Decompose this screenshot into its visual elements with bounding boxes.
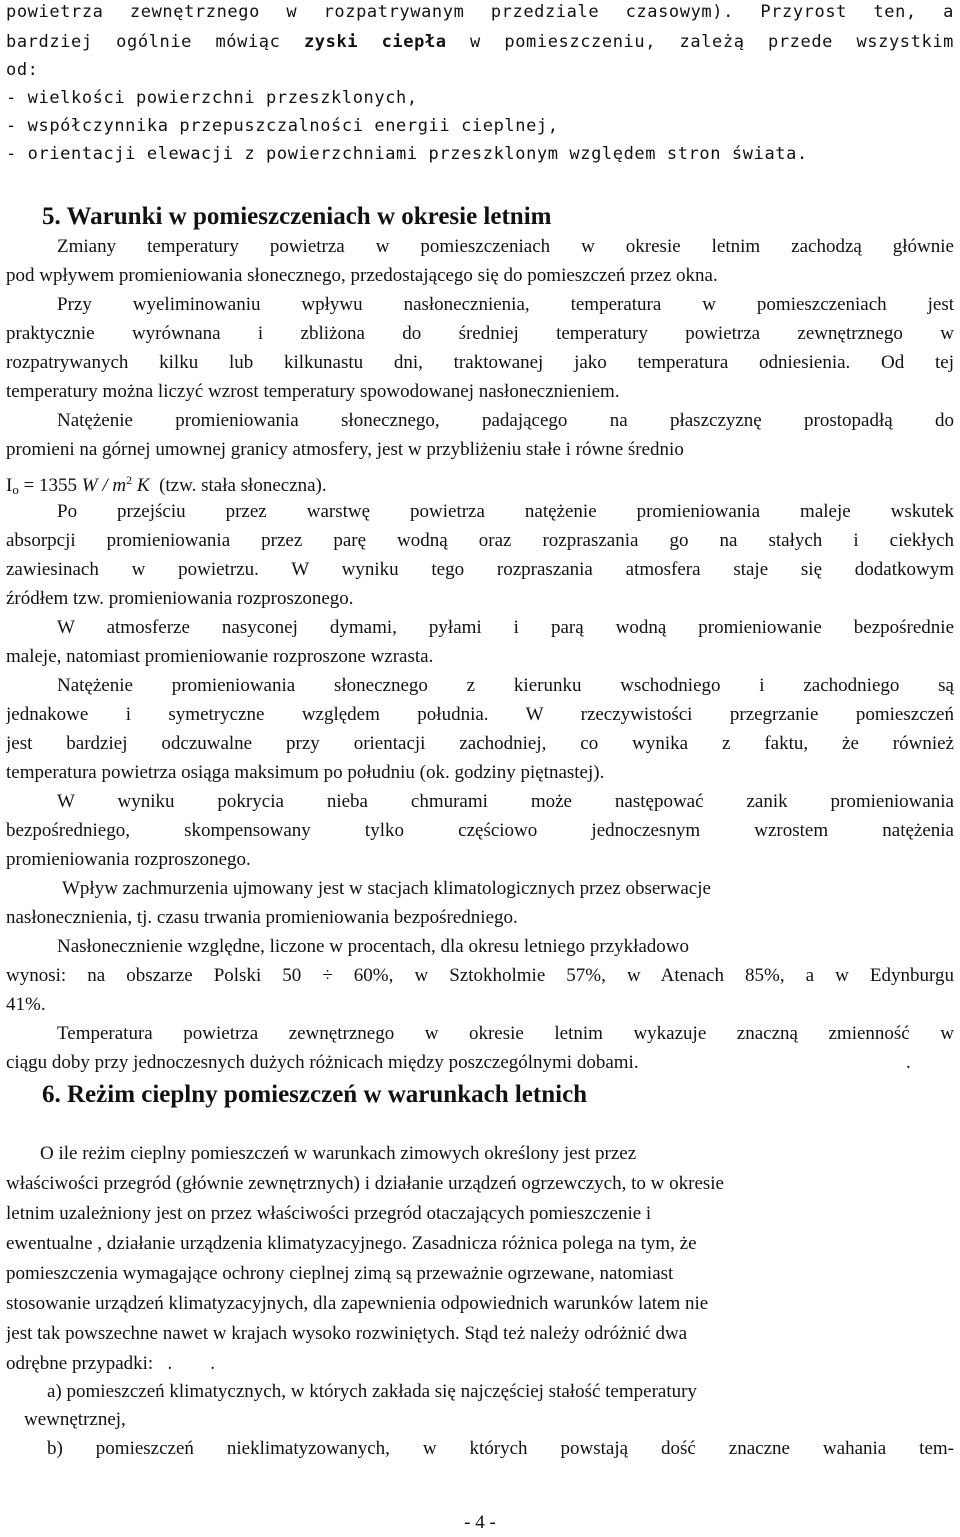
paragraph-line: promieniowania rozproszonego. — [6, 849, 251, 870]
paragraph-line: ewentualne , działanie urządzenia klimatyzacyjnego. Zasadnicza różnica polega na tym, że — [6, 1233, 697, 1254]
section-heading-5: 5. Warunki w pomieszczeniach w okresie letnim — [42, 203, 552, 230]
section-heading-6: 6. Reżim cieplny pomieszczeń w warunkach letnich — [42, 1081, 588, 1108]
list-item-continuation: wewnętrznej, — [24, 1409, 126, 1430]
paragraph-line: rozpatrywanych kilku lub kilkunastu dni, traktowanej jako temperatura odniesienia. Od tej — [6, 352, 954, 373]
paragraph-line: Po przejściu przez warstwę powietrza natężenie promieniowania maleje wskutek — [57, 501, 954, 522]
paragraph-line: O ile reżim cieplny pomieszczeń w warunkach zimowych określony jest przez — [40, 1143, 637, 1164]
intro-line-2 — [6, 30, 954, 54]
paragraph-line: absorpcji promieniowania przez parę wodną oraz rozpraszania go na stałych i ciekłych — [6, 530, 954, 551]
paragraph-line: Natężenie promieniowania słonecznego, padającego na płaszczyznę prostopadłą do — [57, 410, 954, 431]
intro-line-1: powietrza zewnętrznego w rozpatrywanym przedziale czasowym). Przyrost ten, a — [6, 2, 954, 22]
list-item: - orientacji elewacji z powierzchniami przeszklonym względem stron świata. — [6, 144, 808, 164]
list-item: - wielkości powierzchni przeszklonych, — [6, 88, 418, 108]
paragraph-line: źródłem tzw. promieniowania rozproszonego. — [6, 588, 354, 609]
paragraph-line: odrębne przypadki: . . — [6, 1353, 215, 1374]
paragraph-line: pod wpływem promieniowania słonecznego, przedostającego się do pomieszczeń przez okna. — [6, 265, 718, 286]
paragraph-line: stosowanie urządzeń klimatyzacyjnych, dla zapewnienia odpowiednich warunków latem nie — [6, 1293, 709, 1314]
paragraph-line: maleje, natomiast promieniowanie rozproszone wzrasta. — [6, 646, 434, 667]
intro-text: bardziej ogólnie mówiąc — [6, 32, 304, 52]
paragraph-line: pomieszczenia wymagające ochrony cieplnej zimą są przeważnie ogrzewane, natomiast — [6, 1263, 674, 1284]
bold-term: zyski ciepła — [303, 32, 447, 52]
formula-symbol: I — [6, 475, 13, 496]
paragraph-line: Nasłonecznienie względne, liczone w procentach, dla okresu letniego przykładowo — [57, 936, 690, 957]
page-number: - 4 - — [464, 1512, 496, 1533]
paragraph-line: bezpośredniego, skompensowany tylko częściowo jednoczesnym wzrostem natężenia — [6, 820, 954, 841]
paragraph-line: temperatura powietrza osiąga maksimum po południu (ok. godziny piętnastej). — [6, 762, 605, 783]
stray-period: . — [906, 1052, 911, 1073]
intro-line-3: od: — [6, 60, 39, 80]
formula-unit: K — [132, 475, 150, 496]
paragraph-line: ciągu doby przy jednoczesnych dużych różnicach między poszczególnymi dobami. — [6, 1052, 639, 1073]
paragraph-line: nasłonecznienia, tj. czasu trwania promieniowania bezpośredniego. — [6, 907, 518, 928]
paragraph-line: W wyniku pokrycia nieba chmurami może następować zanik promieniowania — [57, 791, 954, 812]
paragraph-line: W atmosferze nasyconej dymami, pyłami i parą wodną promieniowanie bezpośrednie — [57, 617, 954, 638]
paragraph-line: temperatury można liczyć wzrost temperatury spowodowanej nasłonecznieniem. — [6, 381, 620, 402]
paragraph-line: letnim uzależniony jest on przez właściwości przegród otaczających pomieszczenie i — [6, 1203, 652, 1224]
paragraph-line: Natężenie promieniowania słonecznego z kierunku wschodniego i zachodniego są — [57, 675, 954, 696]
paragraph-line: Zmiany temperatury powietrza w pomieszczeniach w okresie letnim zachodzą głównie — [57, 236, 954, 257]
list-item: a) pomieszczeń klimatycznych, w których zakłada się najczęściej stałość temperatury — [47, 1381, 697, 1402]
paragraph-line: zawiesinach w powietrzu. W wyniku tego rozpraszania atmosfera staje się dodatkowym — [6, 559, 954, 580]
paragraph-line: Temperatura powietrza zewnętrznego w okresie letnim wykazuje znaczną zmienność w — [57, 1023, 954, 1044]
formula-subscript: o — [12, 482, 19, 497]
formula-note: (tzw. stała słoneczna). — [159, 475, 327, 496]
paragraph-line: praktycznie wyrównana i zbliżona do średniej temperatury powietrza zewnętrznego w — [6, 323, 954, 344]
intro-text: w pomieszczeniu, zależą przede wszystkim — [446, 32, 954, 52]
formula-value: = 1355 — [18, 475, 82, 496]
paragraph-line: 41%. — [6, 994, 46, 1015]
list-item: b) pomieszczeń nieklimatyzowanych, w których powstają dość znaczne wahania tem- — [47, 1438, 954, 1459]
paragraph-line: promieni na górnej umownej granicy atmosfery, jest w przybliżeniu stałe i równe średnio — [6, 439, 684, 460]
solar-constant-formula — [6, 468, 954, 502]
paragraph-line: jest bardziej odczuwalne przy orientacji zachodniej, co wynika z faktu, że również — [6, 733, 954, 754]
formula-unit: W / m — [81, 475, 127, 496]
paragraph-line: Przy wyeliminowaniu wpływu nasłonecznienia, temperatura w pomieszczeniach jest — [57, 294, 954, 315]
list-item: - współczynnika przepuszczalności energii cieplnej, — [6, 116, 559, 136]
paragraph-line: wynosi: na obszarze Polski 50 ÷ 60%, w Sztokholmie 57%, w Atenach 85%, a w Edynburgu — [6, 965, 954, 986]
formula-exponent: 2 — [126, 473, 133, 487]
paragraph-line: Wpływ zachmurzenia ujmowany jest w stacjach klimatologicznych przez obserwacje — [62, 878, 711, 899]
paragraph-line: jednakowe i symetryczne względem południa. W rzeczywistości przegrzanie pomieszczeń — [6, 704, 954, 725]
paragraph-line: jest tak powszechne nawet w krajach wysoko rozwiniętych. Stąd też należy odróżnić dwa — [6, 1323, 688, 1344]
paragraph-line: właściwości przegród (głównie zewnętrznych) i działanie urządzeń ogrzewczych, to w okresie — [6, 1173, 724, 1194]
